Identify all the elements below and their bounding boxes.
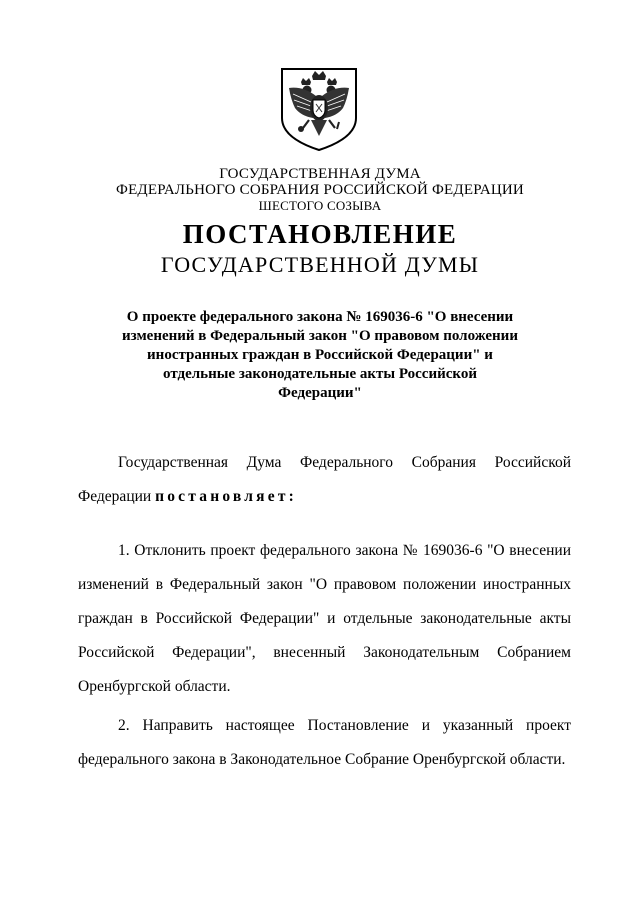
preamble-line-2: [78, 480, 571, 514]
document-title: ПОСТАНОВЛЕНИЕ: [182, 219, 458, 249]
item-1-line: 1. Отклонить проект федерального закона № 169036-6 "О внесении: [118, 542, 571, 559]
issuer-line-3: ШЕСТОГО СОЗЫВА: [258, 198, 382, 213]
item-2-line: федерального закона в Законодательное Собрание Оренбургской области.: [78, 751, 566, 768]
issuer-line-2: ФЕДЕРАЛЬНОГО СОБРАНИЯ РОССИЙСКОЙ ФЕДЕРАЦИИ: [116, 182, 524, 198]
item-1-line: граждан в Российской Федерации" и отдельные законодательные акты: [78, 610, 571, 627]
item-1-line: Оренбургской области.: [78, 678, 231, 695]
subject-line: О проекте федерального закона № 169036-6 "О внесении: [126, 309, 514, 325]
subject-line: иностранных граждан в Российской Федерации" и: [147, 347, 493, 363]
item-1-line: Российской Федерации", внесенный Законодательным Собранием: [78, 644, 571, 661]
subject-line: изменений в Федеральный закон "О правовом положении: [122, 328, 518, 344]
preamble-paragraph: [78, 446, 571, 514]
item-1-paragraph: [78, 534, 571, 704]
russian-coat-of-arms-icon: [279, 66, 359, 152]
issuer-line-1: ГОСУДАРСТВЕННАЯ ДУМА: [219, 166, 421, 182]
item-2-paragraph: [78, 709, 571, 777]
item-1-line: изменений в Федеральный закон "О правовом положении иностранных: [78, 576, 571, 593]
subject-line: Федерации": [278, 385, 362, 401]
preamble-line: Государственная Дума Федерального Собрания Российской: [118, 454, 571, 471]
resolves-word: постановляет:: [155, 488, 297, 505]
document-subtitle: ГОСУДАРСТВЕННОЙ ДУМЫ: [160, 252, 480, 277]
document-subject: [100, 308, 540, 403]
item-2-line: 2. Направить настоящее Постановление и указанный проект: [118, 717, 571, 734]
subject-line: отдельные законодательные акты Российской: [163, 366, 477, 382]
preamble-start: Федерации: [78, 488, 152, 505]
